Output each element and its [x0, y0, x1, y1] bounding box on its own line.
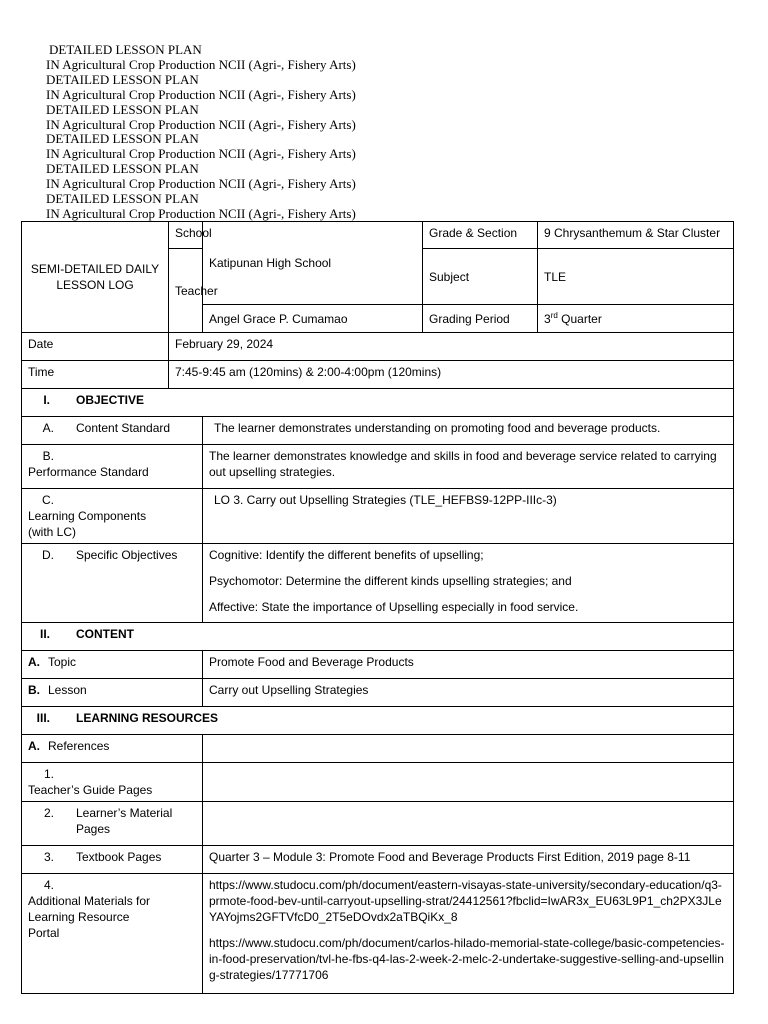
- header-line: IN Agricultural Crop Production NCII (Agri-, Fishery Arts): [46, 86, 356, 102]
- header-line: IN Agricultural Crop Production NCII (Agri-, Fishery Arts): [46, 176, 356, 192]
- learners-material-label: 2. Learner’s Material Pages: [22, 802, 203, 846]
- header-line: DETAILED LESSON PLAN: [46, 101, 199, 117]
- grade-value: 9 Chrysanthemum & Star Cluster: [538, 222, 734, 249]
- header-line: DETAILED LESSON PLAN: [46, 191, 199, 207]
- teacher-label: Teacher: [169, 249, 203, 333]
- additional-materials-value: [203, 874, 734, 994]
- section-number: II.: [39, 627, 50, 641]
- header-line: IN Agricultural Crop Production NCII (Agri-, Fishery Arts): [46, 205, 356, 221]
- learning-components-value: LO 3. Carry out Upselling Strategies (TLE_HEFBS9-12PP-IIIc-3): [203, 489, 734, 544]
- log-title: SEMI-DETAILED DAILY LESSON LOG: [22, 222, 169, 333]
- performance-standard-value: The learner demonstrates knowledge and skills in food and beverage service related to carrying out upselling strategies.: [203, 445, 734, 489]
- textbook-pages-label: 3. Textbook Pages: [22, 846, 203, 874]
- lesson-plan-header: [46, 43, 356, 222]
- header-line: DETAILED LESSON PLAN: [49, 42, 202, 57]
- resource-link-1[interactable]: https://www.studocu.com/ph/document/eastern-visayas-state-university/secondary-education/q3-prmote-food-bev-until-carryout-upselling-strat/24412561?fbclid=IwAR3x_EU63L9P1_ch2PX3JLeYAYojms2GFTVfcD0_2T5eDOvdx2aTBQiKx_8: [209, 878, 722, 924]
- references-value: [203, 735, 734, 763]
- school-label: School: [169, 222, 203, 249]
- date-label: Date: [22, 333, 169, 361]
- grading-period-number: 3: [544, 311, 551, 326]
- grading-period-value: [538, 305, 734, 333]
- subject-label: Subject: [423, 249, 538, 305]
- teachers-guide-value: [203, 763, 734, 802]
- topic-value: Promote Food and Beverage Products: [203, 651, 734, 679]
- content-standard-label: A. Content Standard: [22, 417, 203, 445]
- textbook-pages-value: Quarter 3 – Module 3: Promote Food and Beverage Products First Edition, 2019 page 8-11: [203, 846, 734, 874]
- section-heading: OBJECTIVE: [76, 393, 145, 407]
- topic-label: A. Topic: [22, 651, 203, 679]
- header-line: DETAILED LESSON PLAN: [46, 161, 199, 177]
- section-objective: [22, 389, 734, 417]
- time-label: Time: [22, 361, 169, 389]
- specific-objectives-value: [203, 544, 734, 623]
- cognitive-objective: Cognitive: Identify the different benefits of upselling;: [209, 548, 484, 562]
- grading-period-label: Grading Period: [423, 305, 538, 333]
- teacher-value: Angel Grace P. Cumamao: [203, 305, 423, 333]
- additional-materials-label: 4.Additional Materials for Learning Resource Portal: [22, 874, 203, 994]
- learners-material-value: [203, 802, 734, 846]
- references-label: A. References: [22, 735, 203, 763]
- section-content: [22, 623, 734, 651]
- section-number: I.: [43, 393, 50, 407]
- time-value: 7:45-9:45 am (120mins) & 2:00-4:00pm (120mins): [169, 361, 734, 389]
- section-heading: LEARNING RESOURCES: [76, 711, 219, 725]
- learning-components-label: C.Learning Components (with LC): [22, 489, 203, 544]
- header-line: DETAILED LESSON PLAN: [46, 71, 199, 87]
- date-value: February 29, 2024: [169, 333, 734, 361]
- section-number: III.: [36, 711, 50, 725]
- subject-value: TLE: [538, 249, 734, 305]
- content-standard-value: The learner demonstrates understanding on promoting food and beverage products.: [203, 417, 734, 445]
- header-line: IN Agricultural Crop Production NCII (Agri-, Fishery Arts): [46, 116, 356, 132]
- header-line: DETAILED LESSON PLAN: [46, 131, 199, 147]
- performance-standard-label: B.Performance Standard: [22, 445, 203, 489]
- psychomotor-objective: Psychomotor: Determine the different kinds upselling strategies; and: [209, 574, 572, 588]
- grading-period-suffix: rd: [550, 310, 558, 320]
- grading-period-text: Quarter: [557, 311, 602, 326]
- lesson-label: B. Lesson: [22, 679, 203, 707]
- header-line: IN Agricultural Crop Production NCII (Agri-, Fishery Arts): [46, 146, 356, 162]
- specific-objectives-label: D. Specific Objectives: [22, 544, 203, 623]
- lesson-value: Carry out Upselling Strategies: [203, 679, 734, 707]
- school-value: Katipunan High School: [203, 222, 423, 305]
- section-heading: CONTENT: [76, 627, 134, 641]
- section-learning-resources: [22, 707, 734, 735]
- teachers-guide-label: 1.Teacher’s Guide Pages: [22, 763, 203, 802]
- header-line: IN Agricultural Crop Production NCII (Agri-, Fishery Arts): [46, 56, 356, 72]
- resource-link-2[interactable]: https://www.studocu.com/ph/document/carlos-hilado-memorial-state-college/basic-competencies-in-food-preservation/tvl-he-fbs-q4-las-2-week-2-melc-2-undertake-suggestive-selling-and-upselling-strategies/17771706: [209, 936, 725, 982]
- affective-objective: Affective: State the importance of Upselling especially in food service.: [209, 600, 579, 614]
- grade-label: Grade & Section: [423, 222, 538, 249]
- daily-lesson-log-table: [21, 221, 734, 994]
